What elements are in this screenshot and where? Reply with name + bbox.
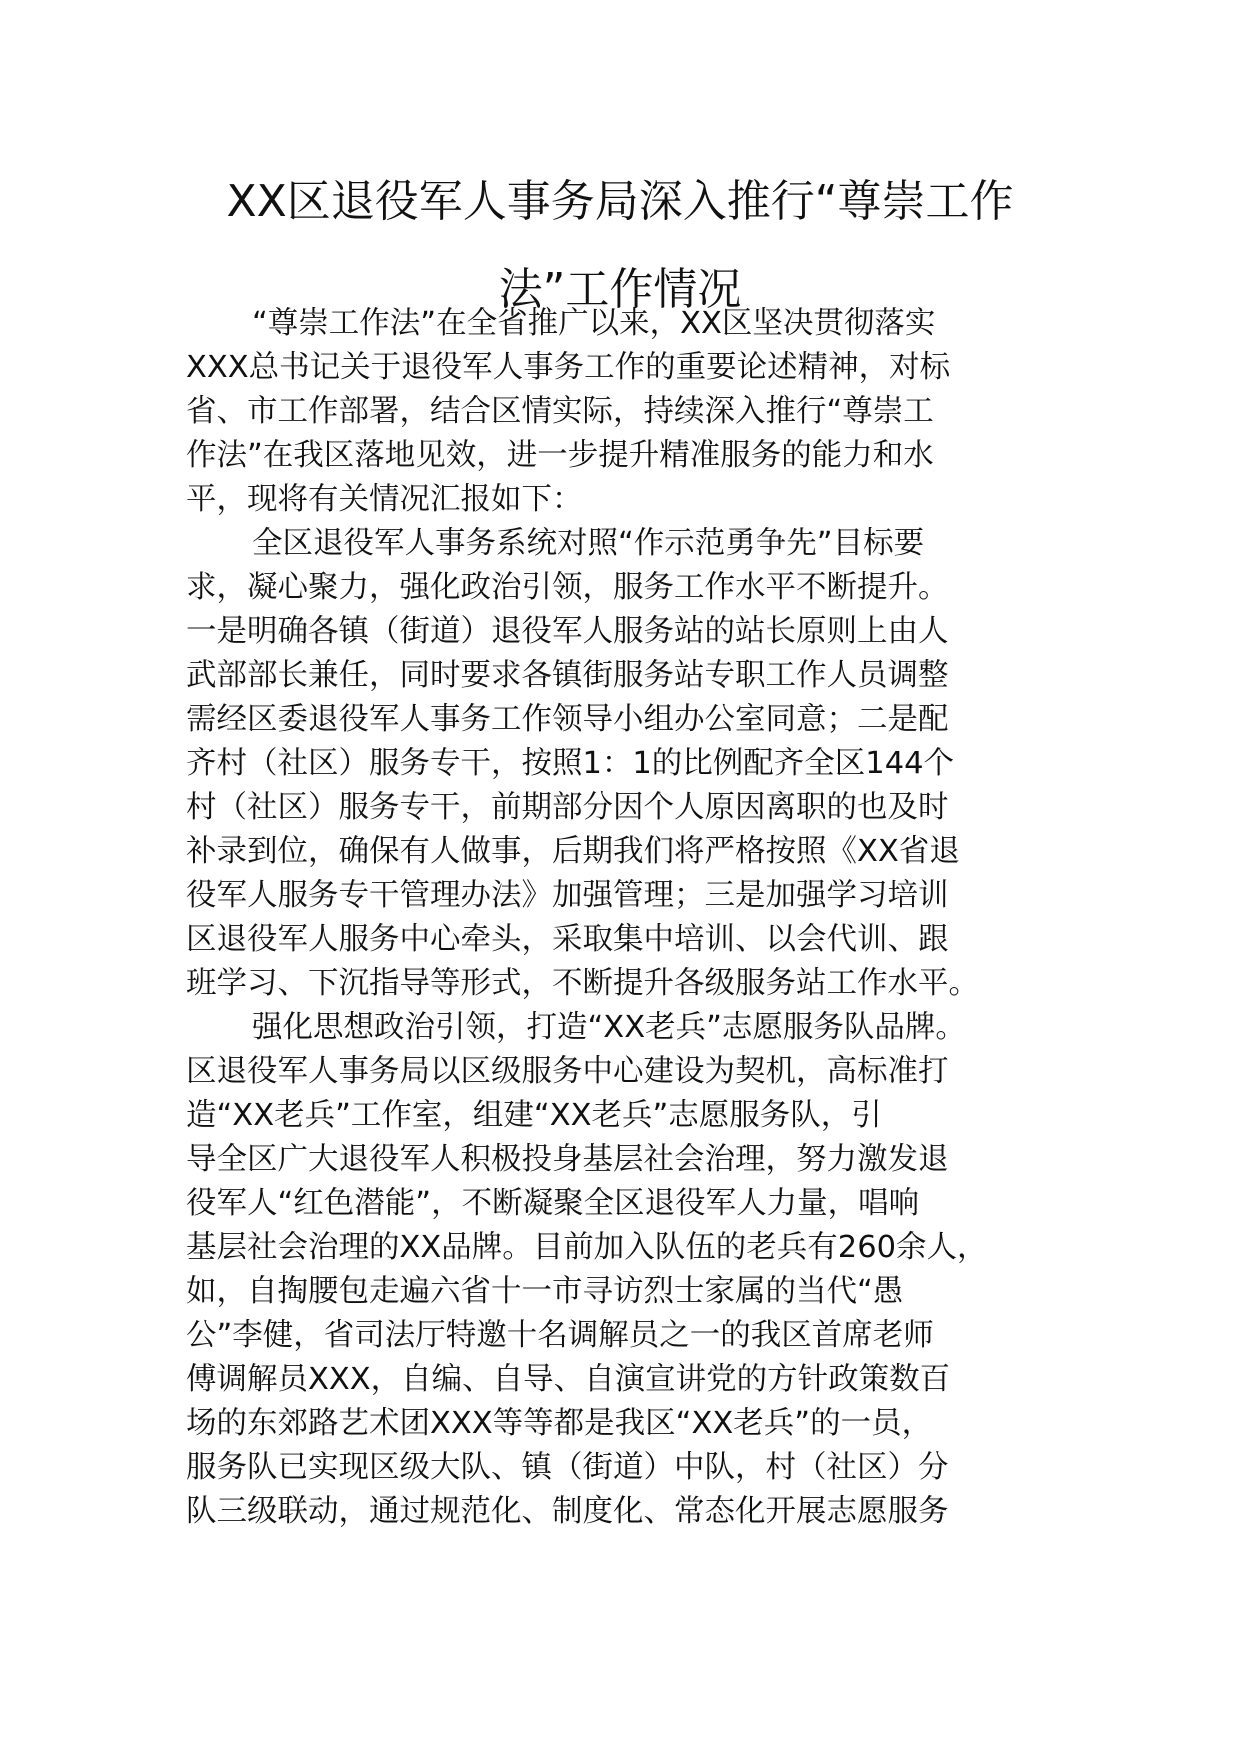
body-line-11: 齐村（社区）服务专干，按照1：1的比例配齐全区144个 (186, 746, 955, 781)
body-line-25: 傅调解员XXX，自编、自导、自演宣讲党的方针政策数百 (186, 1362, 951, 1397)
body-line-12: 村（社区）服务专干，前期部分因个人原因离职的也及时 (186, 790, 949, 825)
body-line-23: 如，自掏腰包走遍六省十一市寻访烈士家属的当代“愚 (186, 1274, 904, 1309)
body-line-17: 强化思想政治引领，打造“XX老兵”志愿服务队品牌。 (252, 1010, 966, 1045)
body-line-1: “尊崇工作法”在全省推广以来，XX区坚决贯彻落实 (252, 306, 936, 341)
body-line-6: 全区退役军人事务系统对照“作示范勇争先”目标要 (252, 526, 925, 561)
body-line-5: 平，现将有关情况汇报如下： (186, 482, 583, 517)
body-line-2: XXX总书记关于退役军人事务工作的重要论述精神，对标 (186, 350, 951, 385)
body-line-19: 造“XX老兵”工作室，组建“XX老兵”志愿服务队，引 (186, 1098, 882, 1133)
body-line-18: 区退役军人事务局以区级服务中心建设为契机，高标准打 (186, 1054, 949, 1089)
body-line-24: 公”李健，省司法厅特邀十名调解员之一的我区首席老师 (186, 1318, 934, 1353)
body-line-14: 役军人服务专干管理办法》加强管理；三是加强学习培训 (186, 878, 949, 913)
body-line-16: 班学习、下沉指导等形式，不断提升各级服务站工作水平。 (186, 966, 979, 1001)
body-line-26: 场的东郊路艺术团XXX等等都是我区“XX老兵”的一员， (186, 1406, 933, 1441)
body-line-27: 服务队已实现区级大队、镇（街道）中队，村（社区）分 (186, 1450, 949, 1485)
body-line-3: 省、市工作部署，结合区情实际，持续深入推行“尊崇工 (186, 394, 934, 429)
body-line-15: 区退役军人服务中心牵头，采取集中培训、以会代训、跟 (186, 922, 949, 957)
body-line-8: 一是明确各镇（街道）退役军人服务站的站长原则上由人 (186, 614, 949, 649)
body-line-20: 导全区广大退役军人积极投身基层社会治理，努力激发退 (186, 1142, 949, 1177)
body-line-13: 补录到位，确保有人做事，后期我们将严格按照《XX省退 (186, 834, 960, 869)
body-line-7: 求，凝心聚力，强化政治引领，服务工作水平不断提升。 (186, 570, 949, 605)
body-line-10: 需经区委退役军人事务工作领导小组办公室同意；二是配 (186, 702, 949, 737)
body-line-9: 武部部长兼任，同时要求各镇街服务站专职工作人员调整 (186, 658, 949, 693)
document-title-line-2: 法”工作情况 (498, 264, 742, 315)
body-line-28: 队三级联动，通过规范化、制度化、常态化开展志愿服务 (186, 1494, 949, 1529)
body-line-22: 基层社会治理的XX品牌。目前加入队伍的老兵有260余人， (186, 1230, 988, 1265)
body-line-21: 役军人“红色潜能”，不断凝聚全区退役军人力量，唱响 (186, 1186, 920, 1221)
body-line-4: 作法”在我区落地见效，进一步提升精准服务的能力和水 (186, 438, 934, 473)
document-title-line-1: XX区退役军人事务局深入推行“尊崇工作 (226, 176, 1014, 227)
